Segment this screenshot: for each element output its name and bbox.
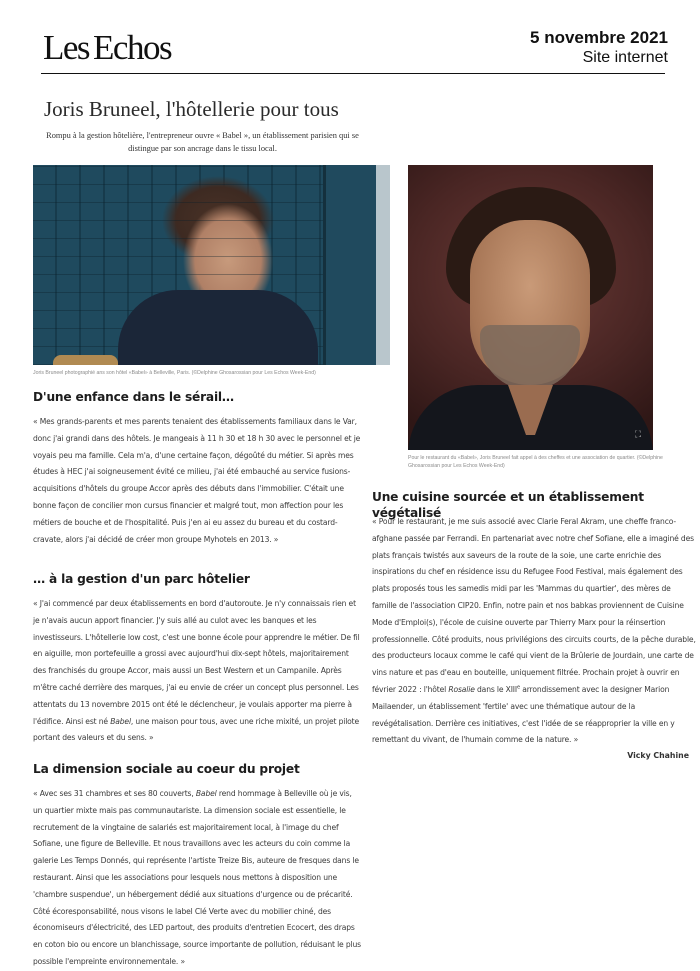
- body-text: « Mes grands-parents et mes parents tenaient des établissements familiaux dans le Var, donc j'ai grandi dans des hôtels. Je mangeais à 11 h 30 et 18 h 30 avec le personnel et je voyais peu ma famille. Cela m'a, d'une certaine façon, dégoûté du métier. Si après mes études à HEC j'ai soigneusement évité ce milieu, j'ai été embauché au service fusions-acquisitions d'hôtels du groupe Accor après des débuts dans l'immobilier. C'était une bonne façon de concilier mon cursus financier et malgré tout, mon affection pour les métiers de bouche et de l'hospitalité. Puis j'en ai eu assez du bureau et du costard-cravate, alors j'ai décidé de créer mon groupe Myhotels en 2013. »: [33, 417, 361, 544]
- section-title-childhood: D'une enfance dans le sérail…: [33, 390, 234, 404]
- beard-shape: [480, 325, 580, 390]
- chair-shape: [53, 355, 118, 365]
- photo-caption-left: Joris Bruneel photographié ans son hôtel «Babel» à Belleville, Paris. (©Delphine Ghosarossian pour Les Echos Week-End): [33, 370, 316, 376]
- shirt-shape: [118, 290, 318, 365]
- article-headline: Joris Bruneel, l'hôtellerie pour tous: [44, 97, 339, 121]
- masthead-divider: [41, 73, 665, 74]
- body-text: arrondissement avec la designer Marion Mailaender, un établissement 'fertile' avec une thématique autour de la revégétalisation. Derrière ces initiatives, c'est l'idée de se réapproprier la ville en y remettant du vivant, de l'humain comme de la nature. »: [372, 684, 675, 745]
- superscript-e: e: [517, 684, 520, 691]
- body-text: « J'ai commencé par deux établissements en bord d'autoroute. Je n'y connaissais rien et je n'avais aucun apport financier. J'y suis allé au culot avec les banques et les investisseurs. L'hôtellerie low cost, c'est une bonne école pour apprendre le métier. De fil en aiguille, mon portefeuille a grossi avec aujourd'hui dix-sept hôtels, majoritairement des franchisés du groupe Accor, mais aussi un Best Western et un Campanile. Après m'être caché derrière des marques, j'ai eu envie de créer un concept plus personnel. Les attentats du 13 novembre 2015 ont été le déclencheur, je voulais apporter ma pierre à l'édifice. Ainsi est né: [33, 599, 360, 726]
- publication-date: 5 novembre 2021: [530, 28, 668, 47]
- door-frame: [376, 165, 390, 365]
- section-body-childhood: [33, 414, 363, 548]
- les-echos-logo: [43, 30, 171, 65]
- body-text: rend hommage à Belleville où je vis, un quartier mixte mais pas communautariste. La dimension sociale est essentielle, le recrutement de la vingtaine de salariés est majoritairement local, à l'image du chef Sofiane, une figure de Belleville. Et nous travaillons avec les acteurs du coin comme la galerie Les Temps Donnés, qui représente l'artiste Treize Bis, auteure de fresques dans le restaurant. Ainsi que les associations pour lesquels nous mettons à disposition une 'chambre suspendue', un hébergement dédié aux situations d'urgence ou de précarité. Côté écoresponsabilité, nous visons le label Clé Verte avec du mobilier chiné, des économiseurs d'électricité, des LED partout, des produits d'entretien Ecocert, des draps en coton bio ou encore un blanchissage, source importante de pollution, réduisant le plus possible l'empreinte environnementale. »: [33, 789, 361, 966]
- door-panel: [323, 165, 376, 365]
- body-text-italic: Babel: [110, 716, 131, 726]
- body-text-italic: Rosalie: [448, 684, 475, 694]
- photo-joris-bruneel-hotel: [33, 165, 390, 365]
- article-standfirst: Rompu à la gestion hôtelière, l'entrepreneur ouvre « Babel », un établissement parisien qui se distingue par son ancrage dans le tissu local.: [46, 131, 359, 153]
- section-title-hotel-portfolio: … à la gestion d'un parc hôtelier: [33, 572, 250, 586]
- article-author: Vicky Chahine: [627, 751, 689, 760]
- photo-joris-bruneel-portrait: [408, 165, 653, 450]
- photo-caption-right: Pour le restaurant du «Babel», Joris Bruneel fait appel à des cheffes et une association de quartier. (©Delphine Ghosarossian pour Les Echos Week-End): [408, 455, 663, 469]
- section-body-cuisine: [372, 514, 697, 749]
- body-text: , une maison pour tous, avec une riche mixité, un projet pilote portant des valeurs et du sens. »: [33, 716, 360, 743]
- section-title-social-dimension: La dimension sociale au coeur du projet: [33, 762, 300, 776]
- expand-icon[interactable]: ⛶: [634, 430, 642, 440]
- body-text: « Avec ses 31 chambres et ses 80 couverts,: [33, 789, 196, 798]
- body-text: « Pour le restaurant, je me suis associé avec Clarie Feral Akram, une cheffe franco-afghane passée par Ferrandi. En partenariat avec notre chef Sofiane, elle a imaginé des plats français twistés aux saveurs de la route de la soie, une carte enrichie des inspirations du chef en résidence issu du Refugee Food Festival, mais également des plats proposés tous les samedis midi par les 'Mammas du quartier', des mères de famille de l'association CIP20. Enfin, notre pain et nos babkas proviennent de Cuisine Mode d'Emploi(s), l'école de cuisine ouverte par Thierry Marx pour la réinsertion professionnelle. Côté produits, nous privilégions des circuits courts, de la pêche durable, des producteurs locaux comme le café qui vient de la Brûlerie de Jourdain, une carte de vins nature et pas d'eau en bouteille, uniquement filtrée. Prochain projet à ouvrir en février 2022 : l'hôtel: [372, 517, 696, 694]
- logo-word-echos: Echos: [93, 28, 172, 67]
- section-body-social-dimension: [33, 786, 363, 971]
- section-body-hotel-portfolio: [33, 596, 363, 747]
- publication-info: [530, 28, 668, 68]
- body-text-italic: Babel: [195, 789, 217, 798]
- logo-word-les: Les: [43, 28, 90, 67]
- body-text: dans le XIII: [474, 684, 517, 694]
- section-title-cuisine: Une cuisine sourcée et un établissement végétalisé: [372, 490, 644, 520]
- publication-source: Site internet: [582, 49, 668, 66]
